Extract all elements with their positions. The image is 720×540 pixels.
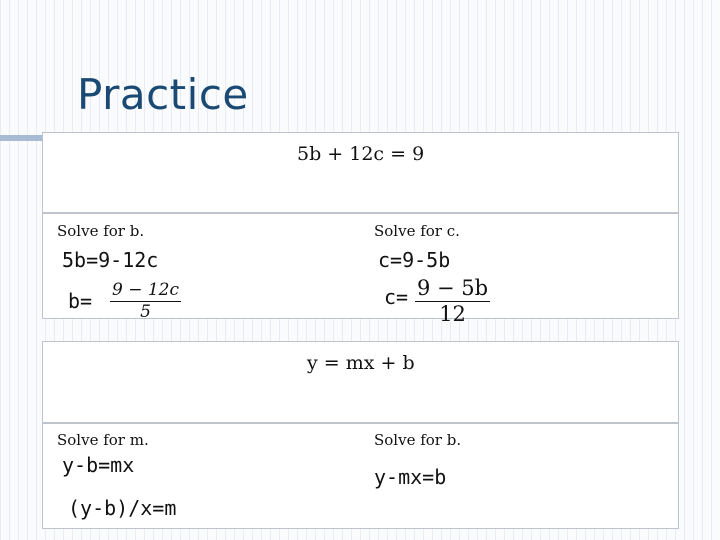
box-1-equation: 5b + 12c = 9 (297, 143, 425, 165)
box-1-right-fraction (415, 278, 490, 325)
fraction-denominator: 5 (140, 302, 151, 322)
box-1-left-answer-prefix: b= (68, 289, 93, 313)
fraction-numerator: 9 − 12c (112, 280, 180, 300)
box-2-left-step-2: (y-b)/x=m (68, 496, 177, 520)
box-1-right-answer-prefix: c= (384, 285, 409, 309)
box-1-left-label: Solve for b. (57, 222, 145, 240)
box-1-right-step: c=9-5b (378, 248, 451, 272)
box-1-divider (42, 212, 679, 214)
box-2-divider (42, 422, 679, 424)
fraction-numerator: 9 − 5b (417, 276, 489, 300)
box-2-right-step-1: y-mx=b (374, 465, 447, 489)
box-2-left-label: Solve for m. (57, 431, 149, 449)
fraction-denominator: 12 (439, 302, 466, 326)
box-1-right-label: Solve for c. (374, 222, 460, 240)
box-1-left-step: 5b=9-12c (62, 248, 159, 272)
box-2-right-label: Solve for b. (374, 431, 462, 449)
box-2-equation: y = mx + b (307, 352, 415, 374)
box-2-left-step-1: y-b=mx (62, 453, 135, 477)
box-1-left-fraction (110, 282, 181, 321)
slide-title: Practice (77, 70, 249, 119)
